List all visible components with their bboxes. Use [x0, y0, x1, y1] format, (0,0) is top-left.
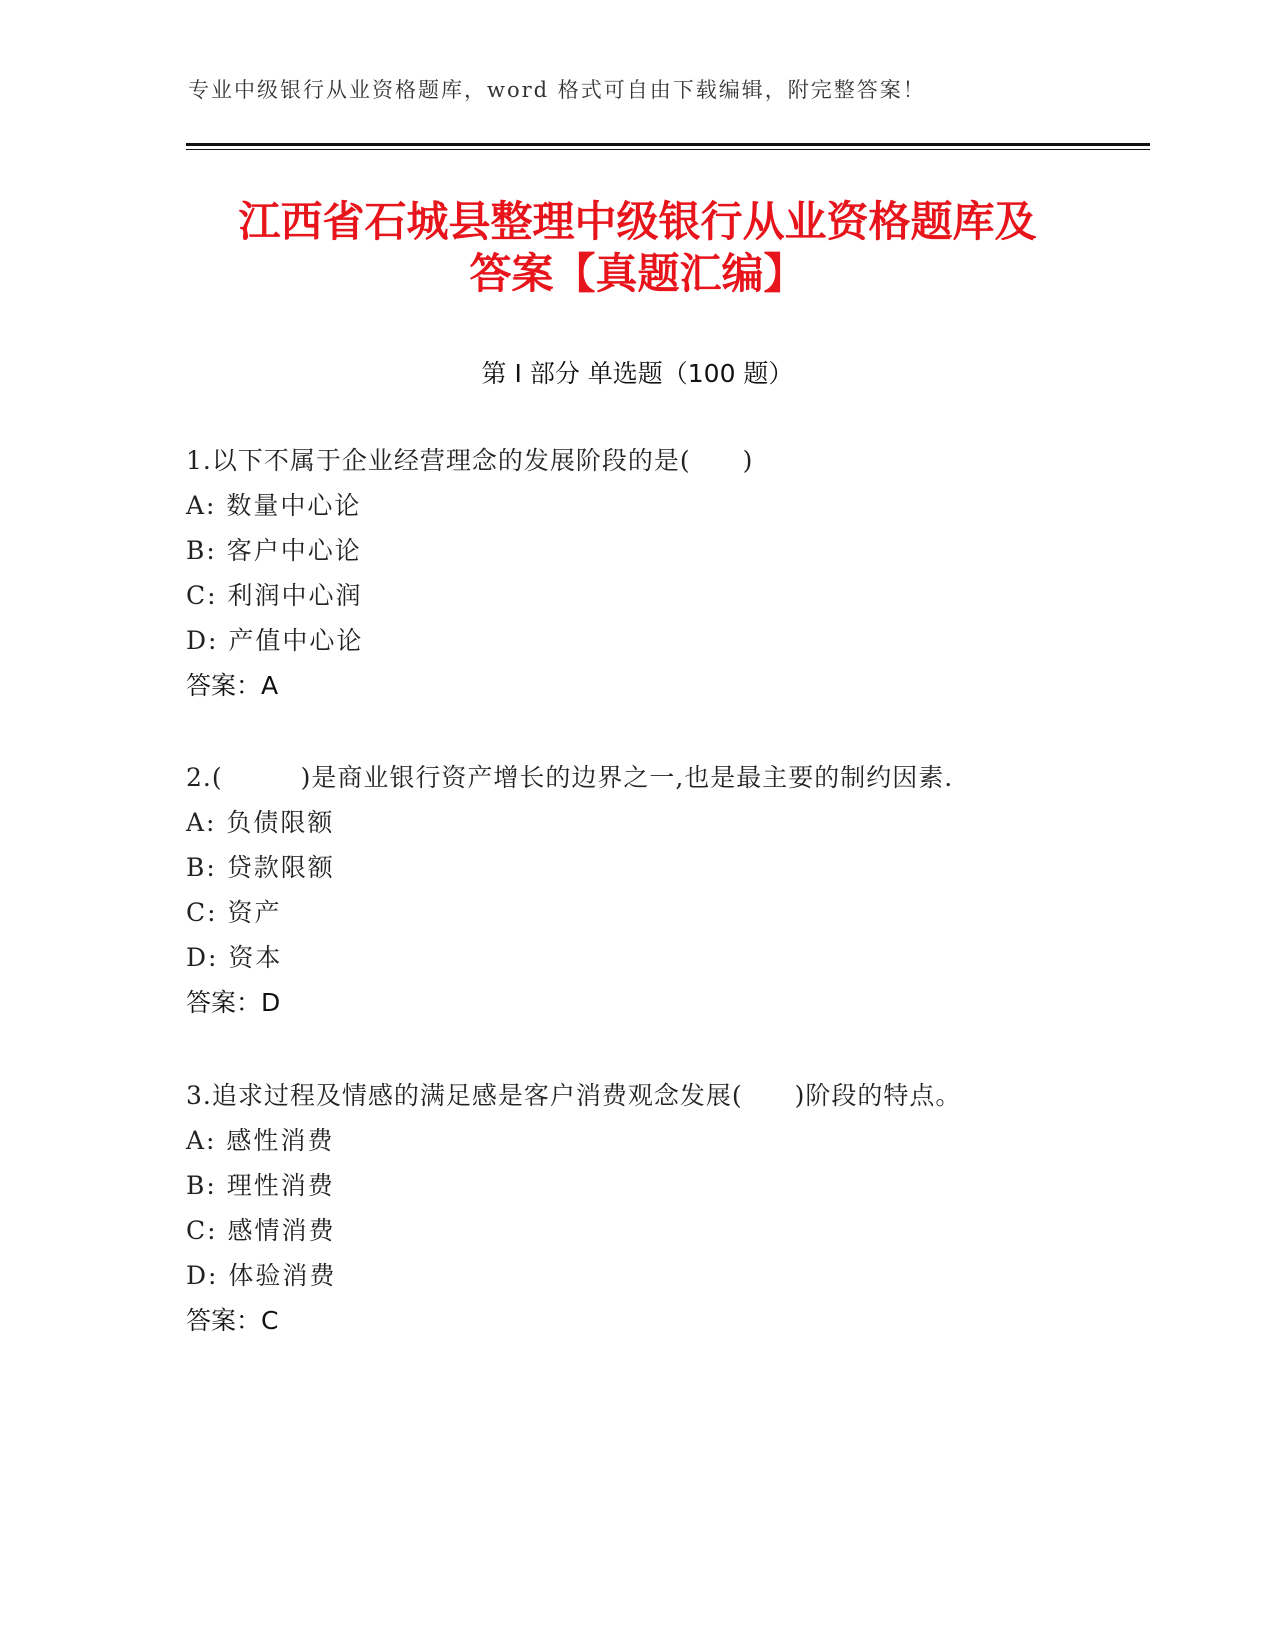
- option-b: B: 客户中心论: [186, 536, 362, 565]
- question-2: [186, 763, 1086, 1018]
- option-a: A: 感性消费: [186, 1126, 335, 1155]
- answer: 答案：C: [186, 1306, 279, 1335]
- question-stem: 1.以下不属于企业经营理念的发展阶段的是( ): [186, 446, 754, 475]
- answer: 答案：D: [186, 988, 281, 1017]
- option-b: B: 贷款限额: [186, 853, 335, 882]
- header-note: 专业中级银行从业资格题库，word 格式可自由下载编辑，附完整答案！: [188, 78, 926, 102]
- option-c: C: 资产: [186, 898, 282, 927]
- header-rule-thick: [186, 143, 1150, 146]
- option-b: B: 理性消费: [186, 1171, 335, 1200]
- section-heading: 第 I 部分 单选题（100 题）: [481, 359, 794, 388]
- title-line-1: 江西省石城县整理中级银行从业资格题库及: [238, 197, 1037, 246]
- option-a: A: 负债限额: [186, 808, 335, 837]
- question-3: [186, 1081, 1086, 1336]
- option-a: A: 数量中心论: [186, 491, 362, 520]
- answer: 答案：A: [186, 671, 279, 700]
- question-stem: 2.( )是商业银行资产增长的边界之一,也是最主要的制约因素.: [186, 763, 954, 792]
- question-1: [186, 446, 1086, 701]
- document-title: [140, 196, 1135, 300]
- question-stem: 3.追求过程及情感的满足感是客户消费观念发展( )阶段的特点。: [186, 1081, 962, 1110]
- option-c: C: 利润中心润: [186, 581, 363, 610]
- option-d: D: 资本: [186, 943, 283, 972]
- option-c: C: 感情消费: [186, 1216, 336, 1245]
- header-rule-thin: [186, 149, 1150, 150]
- option-d: D: 产值中心论: [186, 626, 364, 655]
- title-line-2: 答案【真题汇编】: [469, 249, 806, 298]
- option-d: D: 体验消费: [186, 1261, 337, 1290]
